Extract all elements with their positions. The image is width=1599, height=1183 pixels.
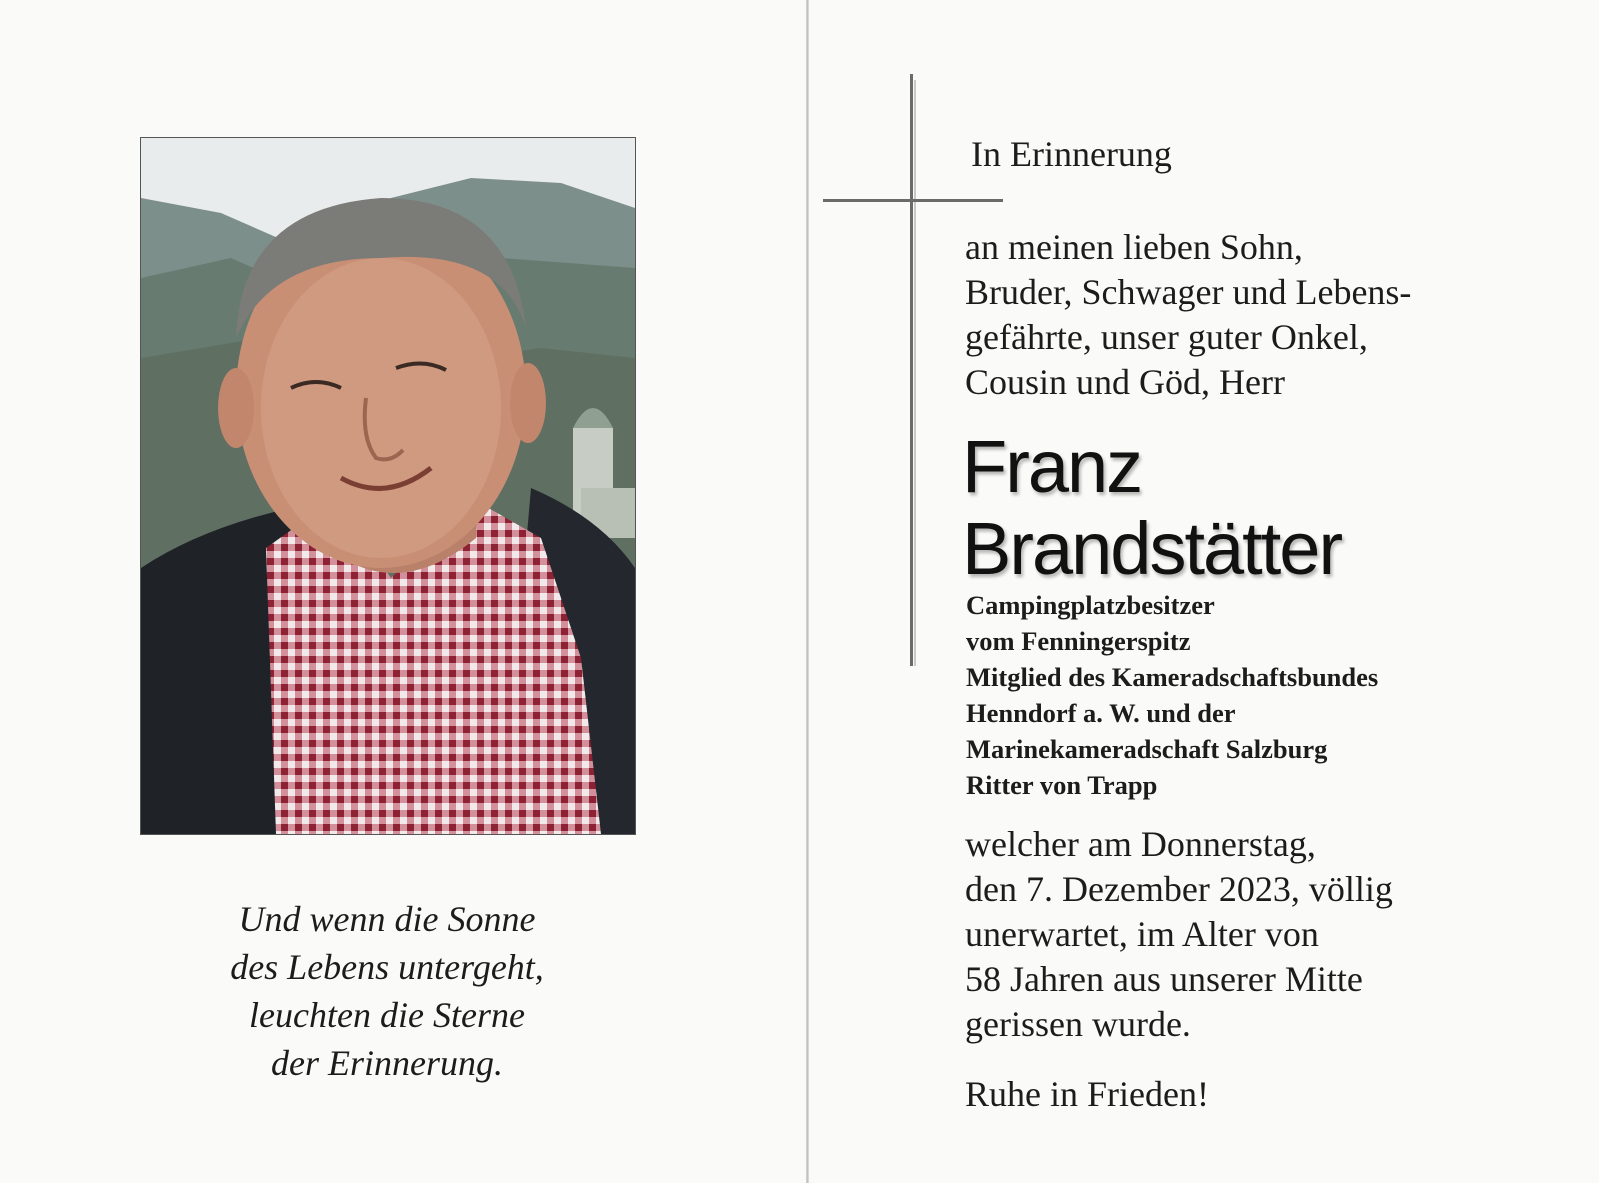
- dedication-line: Cousin und Göd, Herr: [965, 362, 1285, 402]
- portrait-photo: [140, 137, 636, 835]
- titles-list: [966, 587, 1378, 803]
- quote-line: Und wenn die Sonne: [238, 899, 536, 939]
- title-line: vom Fenningerspitz: [966, 626, 1191, 656]
- death-line: den 7. Dezember 2023, völlig: [965, 869, 1393, 909]
- cross-icon-bar: [823, 199, 1003, 202]
- cross-icon: [910, 74, 913, 666]
- dedication-line: gefährte, unser guter Onkel,: [965, 317, 1368, 357]
- closing-text: Ruhe in Frieden!: [965, 1074, 1209, 1114]
- last-name: Brandstätter: [962, 507, 1342, 590]
- death-line: gerissen wurde.: [965, 1004, 1191, 1044]
- cross-shadow: [914, 80, 916, 666]
- title-line: Campingplatzbesitzer: [966, 590, 1215, 620]
- dedication-line: Bruder, Schwager und Lebens-: [965, 272, 1412, 312]
- quote-line: des Lebens untergeht,: [230, 947, 544, 987]
- intro-heading: In Erinnerung: [971, 134, 1172, 174]
- memorial-quote: [140, 895, 634, 1087]
- quote-line: der Erinnerung.: [271, 1043, 503, 1083]
- death-notice: [965, 822, 1393, 1047]
- first-name: Franz: [962, 425, 1142, 508]
- dedication-text: [965, 225, 1411, 405]
- title-line: Henndorf a. W. und der: [966, 698, 1236, 728]
- deceased-name: [962, 426, 1341, 590]
- title-line: Mitglied des Kameradschaftsbundes: [966, 662, 1379, 692]
- death-line: welcher am Donnerstag,: [965, 824, 1316, 864]
- title-line: Ritter von Trapp: [966, 770, 1158, 800]
- dedication-line: an meinen lieben Sohn,: [965, 227, 1303, 267]
- title-line: Marinekameradschaft Salzburg: [966, 734, 1328, 764]
- card-fold: [806, 0, 809, 1183]
- death-line: unerwartet, im Alter von: [965, 914, 1319, 954]
- death-line: 58 Jahren aus unserer Mitte: [965, 959, 1363, 999]
- quote-line: leuchten die Sterne: [249, 995, 525, 1035]
